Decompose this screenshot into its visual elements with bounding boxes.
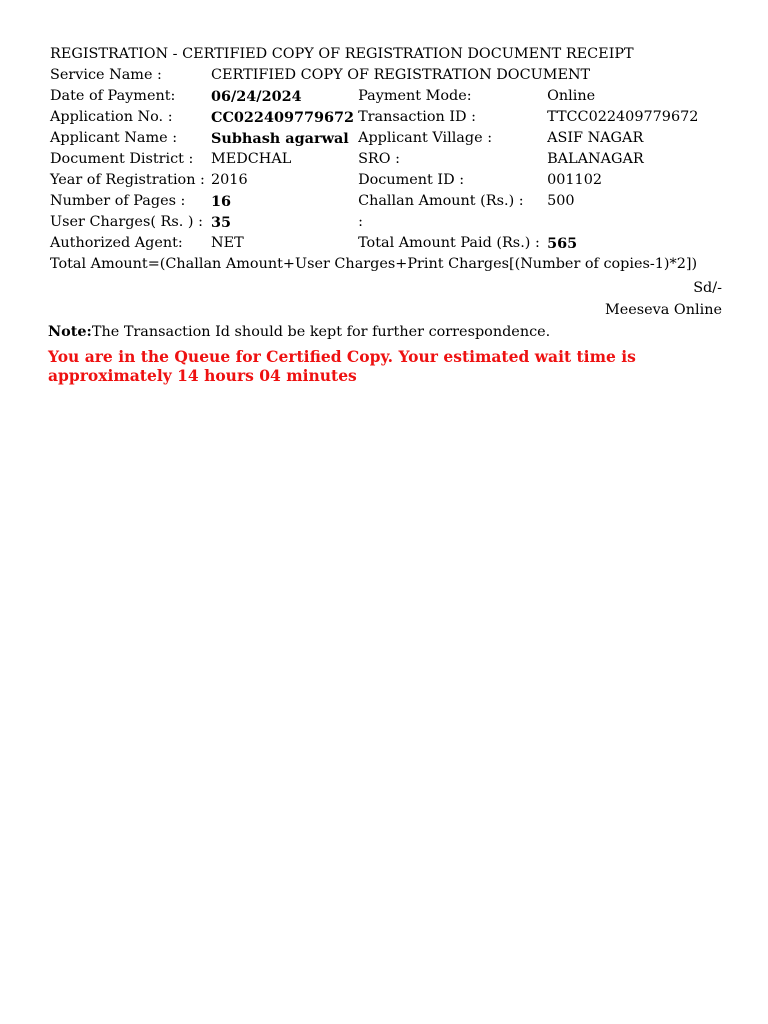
authorized-agent-value: NET	[211, 235, 244, 251]
applicant-village-label: Applicant Village :	[358, 130, 493, 146]
receipt-table	[48, 44, 700, 275]
applicant-village-value: ASIF NAGAR	[547, 130, 644, 146]
note-label: Note:	[48, 323, 92, 340]
table-row	[48, 86, 700, 107]
document-id-label: Document ID :	[358, 172, 465, 188]
date-of-payment-label: Date of Payment:	[50, 88, 176, 104]
table-row	[48, 212, 700, 233]
applicant-name-label: Applicant Name :	[50, 130, 178, 146]
queue-message: You are in the Queue for Certified Copy. Your estimated wait time is approximately 14 hours 04 minutes	[48, 347, 636, 385]
date-of-payment-value: 06/24/2024	[211, 88, 302, 105]
document-district-value: MEDCHAL	[211, 151, 292, 167]
year-of-registration-label: Year of Registration :	[50, 172, 205, 188]
receipt-title: REGISTRATION - CERTIFIED COPY OF REGISTRATION DOCUMENT RECEIPT	[50, 46, 634, 62]
signature-block	[48, 277, 726, 321]
authorized-agent-label: Authorized Agent:	[50, 235, 183, 251]
table-row	[48, 149, 700, 170]
service-name-label: Service Name :	[50, 67, 162, 83]
table-row	[48, 107, 700, 128]
table-row	[48, 191, 700, 212]
table-row	[48, 128, 700, 149]
number-of-pages-value: 16	[211, 193, 232, 210]
sro-label: SRO :	[358, 151, 400, 167]
year-of-registration-value: 2016	[211, 172, 248, 188]
receipt	[48, 44, 726, 385]
empty-field-label: :	[358, 214, 363, 230]
user-charges-label: User Charges( Rs. ) :	[50, 214, 203, 230]
user-charges-value: 35	[211, 214, 232, 231]
table-row	[48, 170, 700, 191]
signatory: Meeseva Online	[604, 302, 722, 318]
service-name-row	[48, 65, 700, 86]
challan-amount-label: Challan Amount (Rs.) :	[358, 193, 524, 209]
table-row	[48, 233, 700, 254]
sro-value: BALANAGAR	[547, 151, 644, 167]
total-amount-paid-label: Total Amount Paid (Rs.) :	[358, 235, 540, 251]
note-text: The Transaction Id should be kept for further correspondence.	[91, 324, 551, 340]
formula-row	[48, 254, 700, 275]
challan-amount-value: 500	[547, 193, 575, 209]
signature: Sd/-	[693, 280, 722, 296]
payment-mode-label: Payment Mode:	[358, 88, 472, 104]
service-name-value: CERTIFIED COPY OF REGISTRATION DOCUMENT	[211, 67, 591, 83]
payment-mode-value: Online	[547, 88, 596, 104]
document-id-value: 001102	[547, 172, 603, 188]
empty-field-value	[545, 212, 700, 233]
title-row	[48, 44, 700, 65]
application-no-label: Application No. :	[50, 109, 173, 125]
note	[48, 321, 726, 343]
number-of-pages-label: Number of Pages :	[50, 193, 186, 209]
document-district-label: Document District :	[50, 151, 194, 167]
transaction-id-value: TTCC022409779672	[547, 109, 699, 125]
transaction-id-label: Transaction ID :	[358, 109, 476, 125]
total-amount-formula: Total Amount=(Challan Amount+User Charges+Print Charges[(Number of copies-1)*2])	[50, 256, 698, 272]
application-no-value: CC022409779672	[211, 109, 355, 126]
total-amount-paid-value: 565	[547, 235, 578, 252]
applicant-name-value: Subhash agarwal	[211, 130, 349, 147]
